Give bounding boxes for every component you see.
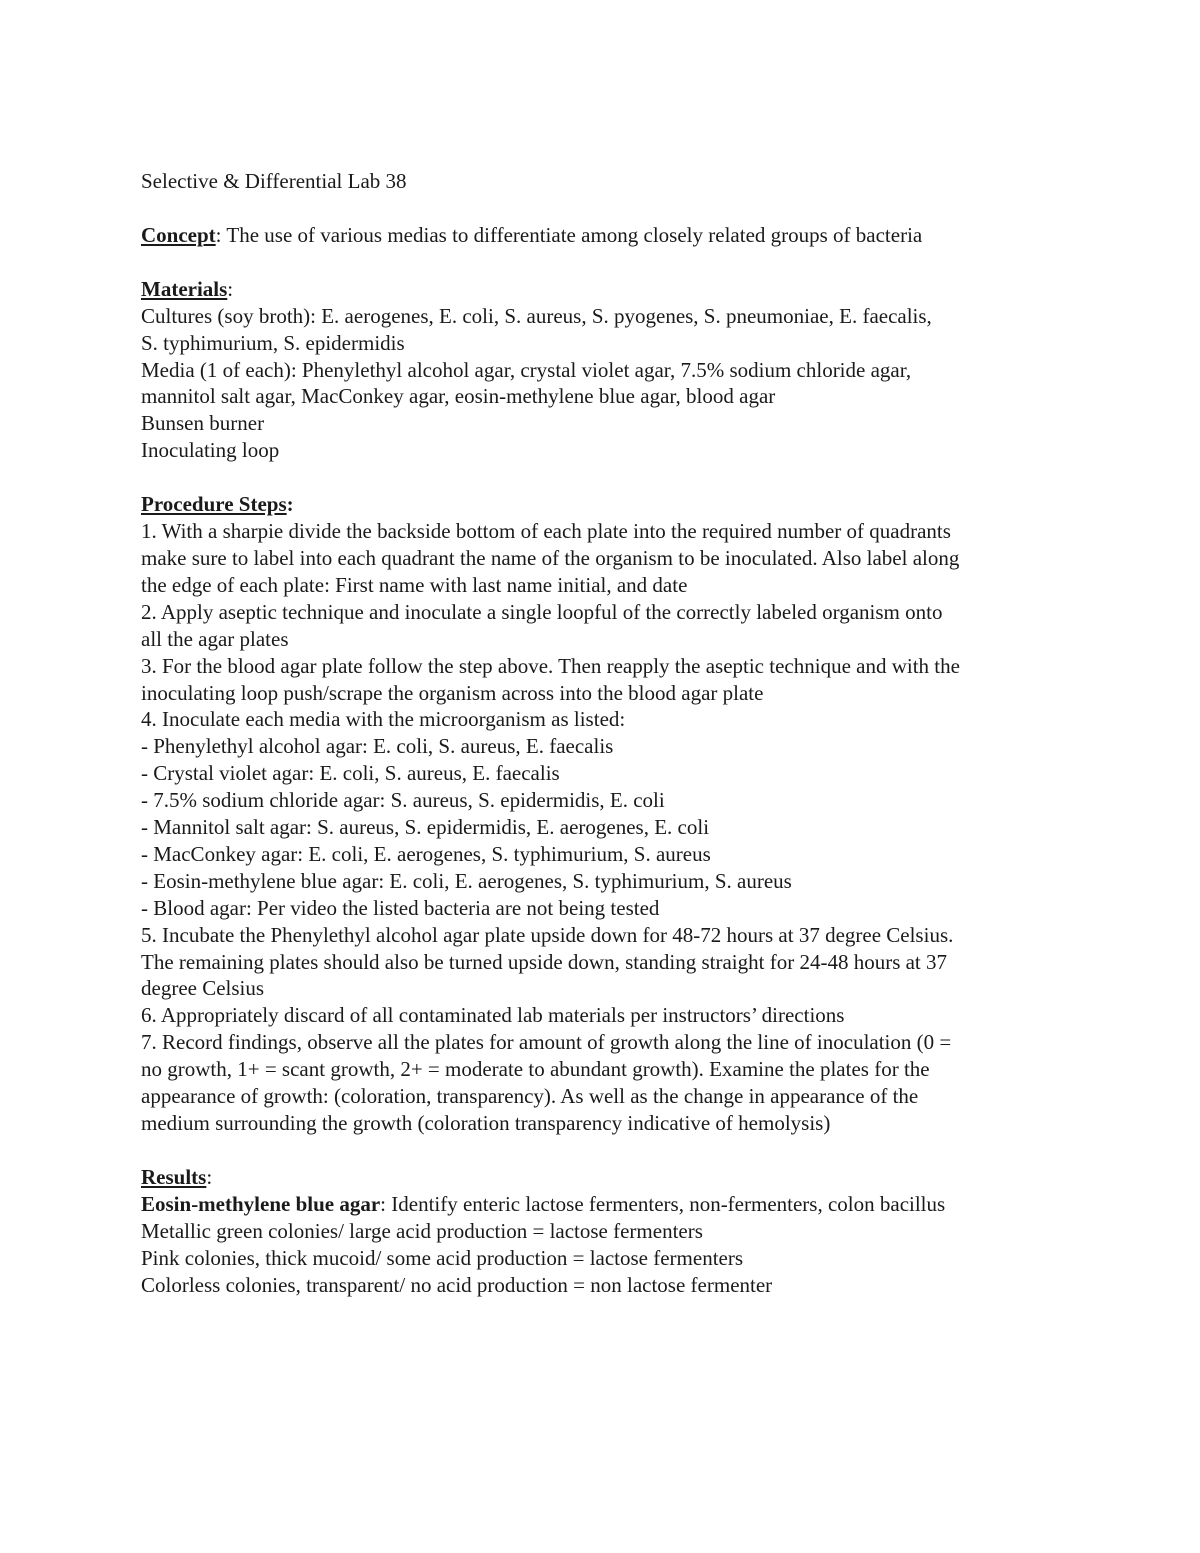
materials-line: mannitol salt agar, MacConkey agar, eosin-methylene blue agar, blood agar <box>141 384 776 409</box>
procedure-line: - 7.5% sodium chloride agar: S. aureus, S. epidermidis, E. coli <box>141 788 665 813</box>
procedure-line: make sure to label into each quadrant the name of the organism to be inoculated. Also label along <box>141 545 960 570</box>
procedure-colon: : <box>286 492 294 517</box>
materials-heading-line <box>141 276 1076 303</box>
emb-paragraph <box>141 1191 1076 1218</box>
materials-line: Bunsen burner <box>141 411 265 436</box>
procedure-line: - Mannitol salt agar: S. aureus, S. epidermidis, E. aerogenes, E. coli <box>141 815 710 840</box>
procedure-list <box>141 518 1076 1137</box>
procedure-line: - Phenylethyl alcohol agar: E. coli, S. aureus, E. faecalis <box>141 734 614 759</box>
materials-heading: Materials <box>141 276 228 301</box>
spacer <box>141 1137 1076 1164</box>
procedure-line: appearance of growth: (coloration, transparency). As well as the change in appearance of the <box>141 1084 919 1109</box>
materials-list <box>141 303 1076 464</box>
procedure-line: all the agar plates <box>141 626 289 651</box>
procedure-heading-line <box>141 491 1076 518</box>
results-colon: : <box>206 1164 213 1189</box>
results-line: Metallic green colonies/ large acid production = lactose fermenters <box>141 1218 703 1243</box>
materials-line: Media (1 of each): Phenylethyl alcohol agar, crystal violet agar, 7.5% sodium chloride agar, <box>141 357 912 382</box>
results-heading: Results <box>141 1164 207 1189</box>
concept-text: : The use of various medias to differentiate among closely related groups of bacteria <box>215 222 923 247</box>
procedure-line: 2. Apply aseptic technique and inoculate a single loopful of the correctly labeled organism onto <box>141 599 943 624</box>
procedure-line: - Crystal violet agar: E. coli, S. aureus, E. faecalis <box>141 761 560 786</box>
procedure-line: inoculating loop push/scrape the organism across into the blood agar plate <box>141 680 764 705</box>
concept-paragraph <box>141 222 1076 249</box>
procedure-line: no growth, 1+ = scant growth, 2+ = moderate to abundant growth). Examine the plates for the <box>141 1057 930 1082</box>
procedure-line: 4. Inoculate each media with the microorganism as listed: <box>141 707 626 732</box>
procedure-line: 7. Record findings, observe all the plates for amount of growth along the line of inoculation (0 = <box>141 1030 952 1055</box>
procedure-line: - MacConkey agar: E. coli, E. aerogenes, S. typhimurium, S. aureus <box>141 841 711 866</box>
procedure-line: - Eosin-methylene blue agar: E. coli, E. aerogenes, S. typhimurium, S. aureus <box>141 868 792 893</box>
procedure-heading: Procedure Steps <box>141 492 287 517</box>
procedure-line: 6. Appropriately discard of all contaminated lab materials per instructors’ directions <box>141 1003 845 1028</box>
document-page <box>141 168 1076 1298</box>
procedure-line: - Blood agar: Per video the listed bacteria are not being tested <box>141 895 660 920</box>
materials-line: Cultures (soy broth): E. aerogenes, E. coli, S. aureus, S. pyogenes, S. pneumoniae, E. faecalis, <box>141 303 932 328</box>
emb-label: Eosin-methylene blue agar <box>141 1191 381 1216</box>
procedure-line: medium surrounding the growth (coloration transparency indicative of hemolysis) <box>141 1111 831 1135</box>
procedure-line: 3. For the blood agar plate follow the step above. Then reapply the aseptic technique and with the <box>141 653 960 678</box>
results-line: Colorless colonies, transparent/ no acid production = non lactose fermenter <box>141 1272 773 1297</box>
materials-line: S. typhimurium, S. epidermidis <box>141 330 405 355</box>
procedure-line: 1. With a sharpie divide the backside bottom of each plate into the required number of quadrants <box>141 519 951 544</box>
procedure-line: the edge of each plate: First name with last name initial, and date <box>141 572 688 597</box>
spacer <box>141 464 1076 491</box>
spacer <box>141 195 1076 222</box>
results-list <box>141 1218 1076 1299</box>
results-heading-line <box>141 1164 1076 1191</box>
results-line: Pink colonies, thick mucoid/ some acid production = lactose fermenters <box>141 1245 744 1270</box>
document-title: Selective & Differential Lab 38 <box>141 169 407 193</box>
emb-text: : Identify enteric lactose fermenters, non-fermenters, colon bacillus <box>380 1191 946 1216</box>
materials-colon: : <box>227 276 234 301</box>
concept-heading: Concept <box>141 222 216 247</box>
procedure-line: The remaining plates should also be turned upside down, standing straight for 24-48 hours at 37 <box>141 949 948 974</box>
spacer <box>141 249 1076 276</box>
materials-line: Inoculating loop <box>141 438 280 463</box>
procedure-line: 5. Incubate the Phenylethyl alcohol agar plate upside down for 48-72 hours at 37 degree Celsius. <box>141 922 954 947</box>
procedure-line: degree Celsius <box>141 976 265 1001</box>
